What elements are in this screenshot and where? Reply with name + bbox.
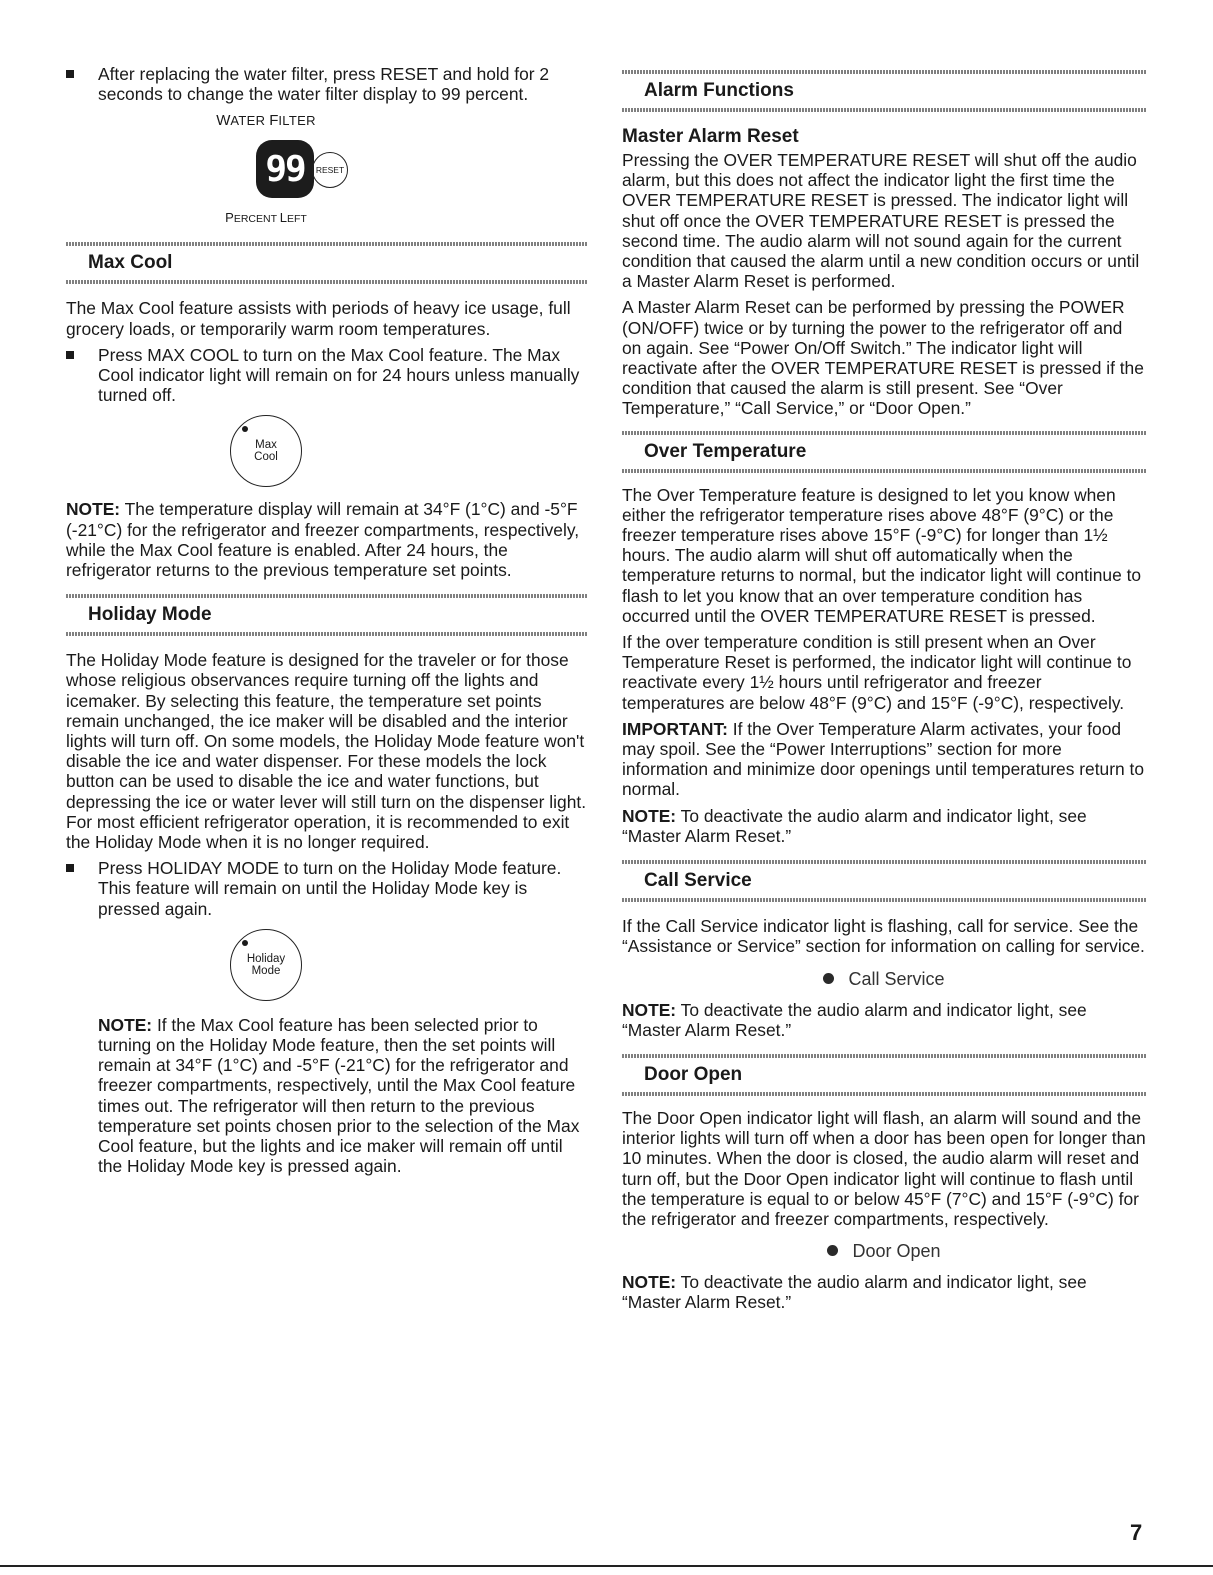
indicator-light-icon: [823, 973, 834, 984]
over-temperature-important: IMPORTANT: If the Over Temperature Alarm activates, your food may spoil. See the “Power Interruptions” section for more information and minimize door openings until temperatures return to normal.: [622, 718, 1144, 800]
holiday-mode-intro: The Holiday Mode feature is designed for the traveler or for those whose religious observances require turning off the lights and icemaker. By selecting this feature, the temperature set points remain unchanged, the ice maker will be disabled and the interior lights will turn off. On some models, the Holiday Mode feature won't disable the ice and water dispenser. For these models the lock button can be used to disable the ice and water functions, but depressing the ice or water lever will still turn on the dispenser light. For most efficient refrigerator operation, it is recommended to exit the Holiday Mode when it is no longer required.: [66, 650, 587, 853]
holiday-mode-note: NOTE: If the Max Cool feature has been selected prior to turning on the Holiday Mode feature, then the set points will remain at 34°F (1°C) and -5°F (-21°C) for the refrigerator and freezer compartments, respectively, until the Max Cool feature times out. The refrigerator will then return to the previous temperature set points chosen prior to the selection of the Max Cool feature, but the lights and ice maker will remain off until the Holiday Mode key is pressed again.: [98, 1014, 580, 1177]
filter-reset-instruction: After replacing the water filter, press RESET and hold for 2 seconds to change the water filter display to 99 percent.: [66, 64, 588, 104]
dotted-rule: [66, 632, 588, 636]
dotted-rule: [622, 70, 1146, 74]
indicator-dot-icon: [242, 426, 248, 432]
door-open-note: NOTE: To deactivate the audio alarm and indicator light, see “Master Alarm Reset.”: [622, 1272, 1087, 1313]
max-cool-heading: Max Cool: [88, 252, 173, 274]
dotted-rule: [622, 898, 1146, 902]
door-open-section-header: [622, 1054, 1146, 1096]
dotted-rule: [622, 431, 1146, 435]
holiday-mode-heading: Holiday Mode: [88, 604, 212, 626]
call-service-section-header: [622, 860, 1146, 902]
max-cool-section-header: [66, 242, 588, 284]
page-bottom-rule: [0, 1565, 1213, 1567]
water-filter-figure: [66, 112, 588, 230]
right-column: [622, 0, 1146, 1313]
dotted-rule: [622, 1092, 1146, 1096]
call-service-p1: If the Call Service indicator light is flashing, call for service. See the “Assistance or Service” section for information on calling for service.: [622, 916, 1145, 957]
door-open-p1: The Door Open indicator light will flash, an alarm will sound and the interior lights will turn off when a door has been open for longer than 10 minutes. When the door is closed, the audio alarm will reset and turn off, but the Door Open indicator light will continue to flash until the temperature is equal to or below 45°F (7°C) and 15°F (-9°C) for the refrigerator and freezer compartments, respectively.: [622, 1107, 1146, 1229]
max-cool-note: NOTE: The temperature display will remain at 34°F (1°C) and -5°F (-21°C) for the refrigerator and freezer compartments, respectively, while the Max Cool feature is enabled. After 24 hours, the refrigerator returns to the previous temperature set points.: [66, 499, 580, 581]
dotted-rule: [622, 469, 1146, 473]
indicator-light-icon: [827, 1245, 838, 1256]
master-alarm-reset-p2: A Master Alarm Reset can be performed by pressing the POWER (ON/OFF) twice or by turning the power to the refrigerator off and on again. See “Power On/Off Switch.” The indicator light will reactivate after the OVER TEMPERATURE RESET is pressed if the condition that caused the alarm is still present. See “Over Temperature,” “Call Service,” or “Door Open.”: [622, 297, 1144, 419]
dotted-rule: [66, 280, 588, 284]
over-temperature-section-header: [622, 431, 1146, 473]
over-temperature-heading: Over Temperature: [644, 440, 807, 462]
master-alarm-reset-heading: Master Alarm Reset: [622, 126, 799, 147]
door-open-heading: Door Open: [644, 1063, 743, 1085]
water-filter-title: WATER FILTER: [216, 112, 316, 130]
alarm-functions-section-header: [622, 70, 1146, 112]
dotted-rule: [622, 860, 1146, 864]
indicator-dot-icon: [242, 940, 248, 946]
max-cool-instruction: Press MAX COOL to turn on the Max Cool feature. The Max Cool indicator light will remain on for 24 hours unless manually turned off.: [66, 345, 588, 406]
reset-button[interactable]: RESET: [312, 152, 348, 188]
dotted-rule: [66, 594, 588, 598]
holiday-mode-button-figure: [66, 929, 466, 1001]
call-service-heading: Call Service: [644, 870, 752, 892]
filter-display: 99: [256, 140, 314, 198]
over-temperature-note: NOTE: To deactivate the audio alarm and indicator light, see “Master Alarm Reset.”: [622, 805, 1087, 846]
max-cool-intro: The Max Cool feature assists with periods of heavy ice usage, full grocery loads, or temporarily warm room temperatures.: [66, 298, 571, 339]
dotted-rule: [66, 242, 588, 246]
over-temperature-p2: If the over temperature condition is still present when an Over Temperature Reset is performed, the indicator light will continue to reactivate every 1½ hours until refrigerator and freezer temperatures are below 48°F (9°C) and 15°F (-9°C), respectively.: [622, 632, 1132, 713]
holiday-mode-button[interactable]: Holiday Mode: [230, 929, 302, 1001]
master-alarm-reset-p1: Pressing the OVER TEMPERATURE RESET will shut off the audio alarm, but this does not affect the indicator light the first time the OVER TEMPERATURE RESET is pressed. The indicator light will shut off once the OVER TEMPERATURE RESET is pressed the second time. The audio alarm will not sound again for the current condition that caused the alarm until a new condition occurs or until a Master Alarm Reset is performed.: [622, 150, 1140, 292]
max-cool-button[interactable]: Max Cool: [230, 415, 302, 487]
max-cool-button-figure: [66, 415, 466, 487]
over-temperature-p1: The Over Temperature feature is designed to let you know when either the refrigerator temperature rises above 48°F (9°C) or the freezer temperature rises above 15°F (-9°C) for longer than 1½ hours. The audio alarm will shut off automatically when the temperature returns to normal, but the indicator light will continue to flash to let you know that an over temperature condition has occurred until the OVER TEMPERATURE RESET is pressed.: [622, 484, 1142, 626]
page-number: 7: [1130, 1520, 1143, 1545]
dotted-rule: [622, 1054, 1146, 1058]
call-service-note: NOTE: To deactivate the audio alarm and indicator light, see “Master Alarm Reset.”: [622, 999, 1087, 1040]
percent-left-caption: PERCENT LEFT: [225, 210, 307, 226]
holiday-mode-section-header: [66, 594, 588, 636]
alarm-functions-heading: Alarm Functions: [644, 80, 794, 101]
left-column: [66, 0, 588, 1177]
call-service-indicator: Call Service: [622, 969, 1146, 990]
holiday-mode-instruction: Press HOLIDAY MODE to turn on the Holiday Mode feature. This feature will remain on until the Holiday Mode key is pressed again.: [66, 858, 588, 919]
dotted-rule: [622, 108, 1146, 112]
door-open-indicator: Door Open: [622, 1241, 1146, 1262]
